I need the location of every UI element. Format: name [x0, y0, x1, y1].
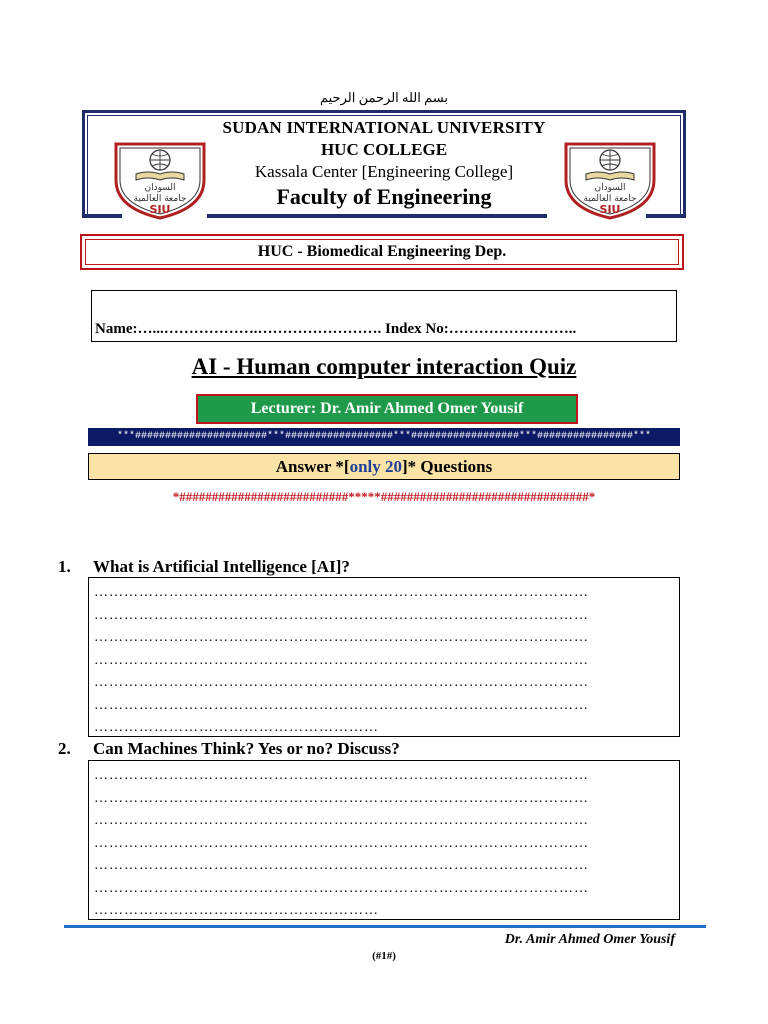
answer-line: ………………………………………………………………………………………	[94, 585, 589, 600]
name-index-line: Name:…...……………….……………………. Index No:……………………..	[95, 321, 577, 337]
answer-box-1[interactable]	[88, 577, 680, 737]
answer-line: ………………………………………………………………………………………	[94, 790, 589, 806]
answer-line: …………………………………………………	[94, 720, 379, 735]
answer-line: ………………………………………………………………………………………	[94, 652, 589, 668]
question-number: 2.	[58, 739, 71, 758]
lecturer-badge: Lecturer: Dr. Amir Ahmed Omer Yousif	[196, 394, 578, 424]
department-box	[80, 234, 684, 270]
answer-line: ………………………………………………………………………………………	[94, 880, 589, 896]
basmala: بسم الله الرحمن الرحيم	[319, 90, 448, 105]
answer-suffix: ]* Questions	[402, 457, 493, 476]
siu-logo-left	[112, 140, 208, 220]
department-name: HUC - Biomedical Engineering Dep.	[85, 239, 679, 265]
question-1	[58, 557, 350, 577]
answer-line: ………………………………………………………………………………………	[94, 675, 589, 690]
answer-line: ………………………………………………………………………………………	[94, 813, 589, 828]
quiz-title: AI - Human computer interaction Quiz	[191, 354, 577, 379]
svg-text:جامعة العالمية: جامعة العالمية	[133, 194, 187, 204]
question-number: 1.	[58, 557, 71, 576]
page-number: (#1#)	[372, 950, 396, 962]
answer-box-2[interactable]	[88, 760, 680, 920]
name-index-box[interactable]	[91, 290, 677, 342]
question-2	[58, 739, 400, 759]
answer-line: ………………………………………………………………………………………	[94, 835, 589, 851]
svg-text:السودان: السودان	[144, 183, 176, 193]
university-name: SUDAN INTERNATIONAL UNIVERSITY	[222, 118, 546, 137]
svg-text:SIU: SIU	[599, 203, 621, 216]
faculty-underline	[207, 214, 547, 218]
svg-text:جامعة العالمية: جامعة العالمية	[583, 194, 637, 204]
svg-text:السودان: السودان	[594, 183, 626, 193]
center-name: Kassala Center [Engineering College]	[254, 162, 514, 181]
question-text: What is Artificial Intelligence [AI]?	[93, 557, 350, 576]
answer-line: …………………………………………………	[94, 903, 379, 918]
answer-line: ………………………………………………………………………………………	[94, 697, 589, 713]
answer-line: ………………………………………………………………………………………	[94, 768, 589, 783]
faculty-name: Faculty of Engineering	[276, 184, 492, 209]
siu-logo-right	[562, 140, 658, 220]
answer-line: ………………………………………………………………………………………	[94, 607, 589, 623]
answer-instruction	[88, 453, 680, 480]
footer-author: Dr. Amir Ahmed Omer Yousif	[504, 932, 675, 947]
svg-text:SIU: SIU	[149, 203, 171, 216]
answer-line: ………………………………………………………………………………………	[94, 858, 589, 873]
footer-rule	[64, 925, 706, 928]
answer-highlight: only 20	[349, 457, 403, 476]
star-separator: ***######################***##################***##################***################***	[88, 428, 680, 446]
answer-line: ………………………………………………………………………………………	[94, 630, 589, 645]
question-text: Can Machines Think? Yes or no? Discuss?	[93, 739, 400, 758]
college-name: HUC COLLEGE	[320, 140, 448, 159]
answer-prefix: Answer *[	[275, 457, 350, 476]
red-separator: *##########################*****################################*	[172, 489, 596, 504]
